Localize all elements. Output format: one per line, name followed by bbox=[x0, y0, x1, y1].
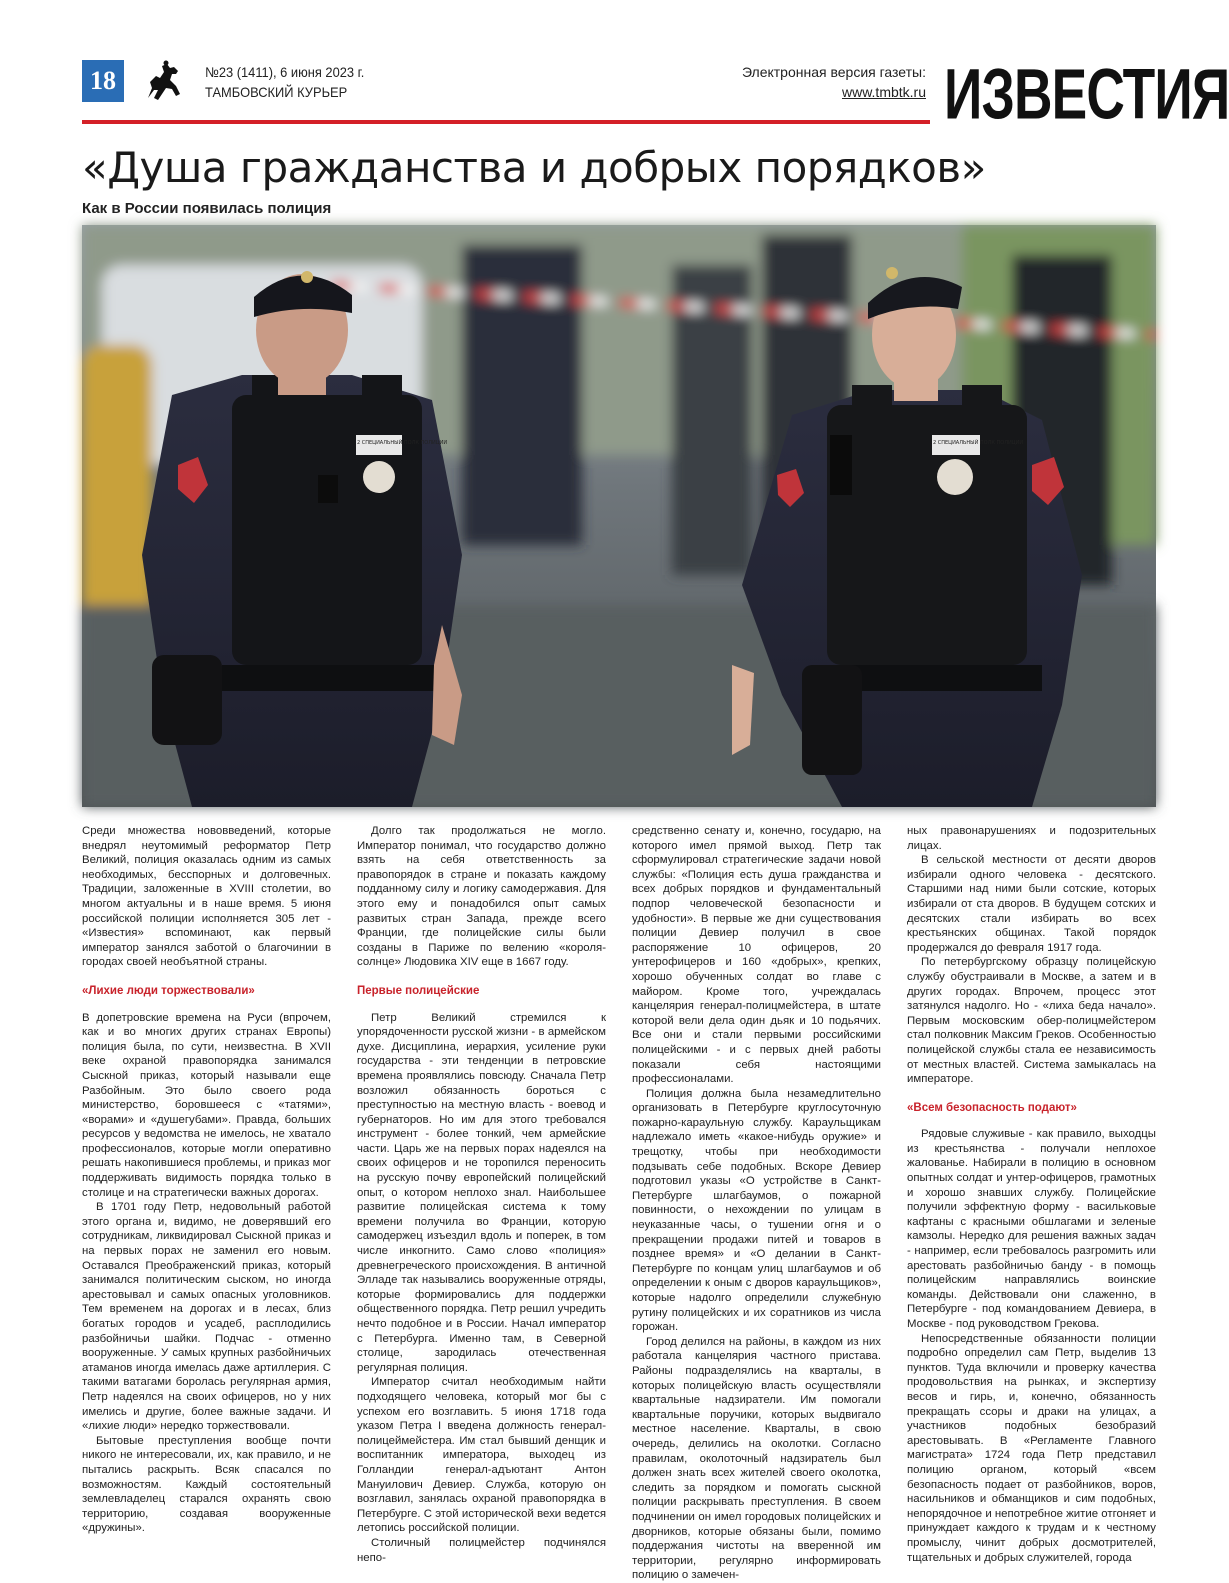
issue-number: №23 (1411), 6 июня 2023 г. bbox=[205, 64, 365, 80]
electronic-version bbox=[742, 62, 926, 102]
paragraph: ных правонарушениях и подозрительных лицах. bbox=[907, 825, 1156, 852]
paragraph: Непосредственные обязанности полиции подробно определил сам Петр, выделив 13 пунктов. Туда включили и проверку качества продовольствия на рынках, и экспертизу весов и гирь, и, конечно, обязанность прекращать ссоры и драки на улицах, а участников подобных безобразий арестовывать. В «Регламенте Главного магистрата» 1724 года Петр представил полицию органом, который «всем безопасность подает от разбойников, воров, насильников и обманщиков и сим подобных, непорядочное и непотребное житие отгоняет и принуждает каждого к трудам и к честному промыслу, чинит добрых досмотрителей, тщательных и добрых служителей, города bbox=[907, 1332, 1156, 1564]
electronic-label: Электронная версия газеты: bbox=[741, 64, 926, 80]
section-heading: «Лихие люди торжествовали» bbox=[82, 984, 255, 997]
website-link[interactable]: www.tmbtk.ru bbox=[841, 84, 926, 100]
paragraph: Среди множества нововведений, которые внедрял неутомимый реформатор Петр Великий, полиция оказалась одним из самых необходимых, бесспорных и долговечных. Традиции, заложенные в XVIII столетии, во многом актуальны и в наше время. 5 июня российской полиции исполняется 305 лет - «Известия» вспоминают, как первый император занялся заботой о благочинии в городах своей необъятной страны. bbox=[82, 825, 331, 969]
paragraph: В допетровские времена на Руси (впрочем, как и во многих других странах Европы) полиция была, по сути, неизвестна. В XVII веке охраной правопорядка занимался Сыскной приказ, который называли еще Разбойным. Это было своего рода министерство, боровшееся с «татями», «ворами» и «душегубами». Правда, больших ресурсов у ведомства не имелось, не хватало профессионалов, которые могли оперативно решать накопившиеся проблемы, и приказ мог поддерживать видимость порядка только в столице и на стратегически важных дорогах. bbox=[82, 1011, 331, 1199]
article-photo bbox=[82, 225, 1156, 807]
column-4 bbox=[907, 824, 1156, 1583]
section-name: ТАМБОВСКИЙ КУРЬЕР bbox=[205, 84, 348, 100]
page-number-badge: 18 bbox=[82, 60, 124, 102]
header-rule bbox=[82, 120, 930, 124]
paragraph: Бытовые преступления вообще почти никого не интересовали, их, как правило, и не пытались раскрыть. Всяк спасался по возможностям. Каждый состоятельный землевладелец старался охранять свою территорию, создавая вооруженные «дружины». bbox=[82, 1434, 331, 1535]
column-2 bbox=[357, 824, 606, 1583]
paragraph: Полиция должна была незамедлительно организовать в Петербурге круглосуточную пожарно-караульную службу. Караульщикам надлежало иметь «какое-нибудь оружие» и трещотку, чтобы при необходимости подзывать себе подобных. Вскоре Девиер подготовил указы «О устройстве в Санкт-Петербурге шлагбаумов, о пожарной повинности, о нехождении по улицам в неуказанные часы, о тушении огня и о прекращении продажи питей и товаров в позднее время» и «О делании в Санкт-Петербурге по концам улиц шлагбаумов и об определении к оным с дворов караульщиков», которые надолго определили служебную рутину полицейских и их соратников из числа горожан. bbox=[632, 1087, 881, 1334]
paragraph: средственно сенату и, конечно, государю, на которого имел прямой выход. Петр так сформулировал стратегические задачи новой службы: «Полиция есть душа гражданства и всех добрых порядков и фундаментальный подпор человеческой безопасности и удобности». В первые же дни существования полиции Девиер получил в свое распоряжение 10 офицеров, 20 унтерофицеров и 160 «добрых», крепких, хорошо обученных солдат во главе с майором. Кроме того, учреждалась канцелярия генерал-полицмейстера, в штате которой вели дела один дьяк и 10 подьячих. Все они и стали первыми российскими полицейскими - и с первых дней работы показали себя настоящими профессионалами. bbox=[632, 825, 881, 1086]
paragraph: По петербургскому образцу полицейскую службу обустраивали в Москве, а затем и в других городах. Впрочем, процесс этот затянулся надолго. Но - «лиха беда начало». Первым московским обер-полицмейстером стал полковник Максим Греков. Особенностью полицейской службы стала ее независимость от местных властей. Система замыкалась на императоре. bbox=[907, 956, 1156, 1086]
paragraph: В 1701 году Петр, недовольный работой этого органа и, видимо, не доверявший его сотрудникам, ликвидировал Сыскной приказ и на первых порах не заменил его новым. Оставался Преображенский приказ, который занимался политическим сыском, но иногда арестовывал и самых опасных уголовников. Тем временем на дорогах и в лесах, близ богатых городов и усадеб, расплодились разбойничьи шайки. Подчас - отменно вооруженные. У самых крупных разбойничьих атаманов иногда имелась даже артиллерия. С такими ватагами боролась регулярная армия, Петр надеялся на своих офицеров, но у них имелись и другие, более важные задачи. И «лихие люди» нередко торжествовали. bbox=[82, 1201, 331, 1433]
issue-info bbox=[205, 62, 378, 102]
paragraph: Петр Великий стремился к упорядоченности русской жизни - в армейском духе. Дисциплина, иерархия, усиление руки государства - эти тенденции в петровские времена проявлялись повсюду. Сначала Петр возложил обязанность бороться с преступностью на местную власть - воевод и губернаторов. Но им для этого требовался инструмент - более тонкий, чем армейские части. Царь же на первых порах надеялся на своих офицеров и не торопился переносить на русскую почву европейский полицейский опыт, о котором неплохо знал. Наибольшее развитие полицейская система к тому времени получила во Франции, которую самодержец изъездил вдоль и поперек, в том числе инкогнито. Само слово «полиция» древнегреческого происхождения. В античной Элладе так назывались вооруженные отряды, которые формировались для поддержки общественного порядка. Петр решил учредить нечто подобное и в России. Начал император с Петербурга. Именно там, в Северной столице, зародилась отечественная регулярная полиция. bbox=[357, 1011, 606, 1374]
badge-text-right: 2 СПЕЦИАЛЬНЫЙ ПОЛК ПОЛИЦИИ bbox=[933, 440, 1024, 446]
article-title: «Душа гражданства и добрых порядков» bbox=[82, 143, 986, 192]
paragraph: Рядовые служивые - как правило, выходцы из крестьянства - получали неплохое жалованье. Набирали в полицию в основном опытных солдат и унтер-офицеров, грамотных и хорошо знавших службу. Полицейские получили эффектную форму - васильковые кафтаны с красными обшлагами и зеленые камзолы. Нередко для решения важных задач - например, если требовалось разгромить или арестовать разбойничью банду - в помощь полицейским направлялись воинские команды. Действовали они слаженно, в Петербурге - под командованием Девиера, в Москве - под руководством Грекова. bbox=[907, 1128, 1156, 1330]
section-heading: Первые полицейские bbox=[357, 984, 480, 997]
paragraph: Император считал необходимым найти подходящего человека, который мог бы с успехом его возглавить. 5 июня 1718 года указом Петра I введена должность генерал-полицеймейстера. Им стал бывший денщик и воспитанник императора, выходец из Голландии генерал-адъютант Антон Мануилович Девиер. Служба, которую он возглавил, занялась охраной правопорядка в Петербурге. С этой исторической вехи ведется летопись российской полиции. bbox=[357, 1376, 606, 1535]
paragraph: Столичный полицмейстер подчинялся непо- bbox=[357, 1536, 606, 1564]
newspaper-brand-logo: ИЗВЕСТИЯ bbox=[944, 55, 1229, 135]
column-3 bbox=[632, 824, 881, 1583]
horse-rider-logo-icon bbox=[140, 58, 188, 106]
article-body bbox=[82, 824, 1156, 1582]
article-subtitle: Как в России появилась полиция bbox=[82, 200, 332, 217]
paragraph: Долго так продолжаться не могло. Император понимал, что государство должно взять на себя ответственность за правопорядок в стране и показать каждому подданному силу и логику самодержавия. Для этого ему и понадобился опыт самых развитых стран Запада, прежде всего Франции, где полицейские силы были созданы в Париже по велению «короля-солнце» Людовика XIV еще в 1667 году. bbox=[357, 825, 606, 969]
paragraph: В сельской местности от десяти дворов избирали одного человека - десятского. Старшими над ними были сотские, которых избирали от ста дворов. В будущем сотских и десятских стали избирать во всех крестьянских общинах. Такой порядок продержался до февраля 1917 года. bbox=[907, 854, 1156, 954]
section-heading: «Всем безопасность подают» bbox=[907, 1101, 1077, 1114]
paragraph: Город делился на районы, в каждом из них работала канцелярия частного пристава. Районы подразделялись на кварталы, в которых полицейскую власть осуществляли квартальные надзиратели. Им помогали квартальные поручики, которых выдвигало местное население. Кварталы, в свою очередь, делились на околотки. Согласно правилам, околоточный надзиратель был должен знать всех жителей своего околотка, следить за порядком и помогать сыскной полиции раскрывать преступления. В своем подчинении он имел городовых полицейских и дворников, которые обязаны были, помимо поддержания чистоты на вверенной им территории, регулярно информировать полицию о замечен- bbox=[632, 1335, 881, 1582]
column-1 bbox=[82, 824, 331, 1583]
badge-text-left: 2 СПЕЦИАЛЬНЫЙ ПОЛК ПОЛИЦИИ bbox=[357, 440, 448, 446]
